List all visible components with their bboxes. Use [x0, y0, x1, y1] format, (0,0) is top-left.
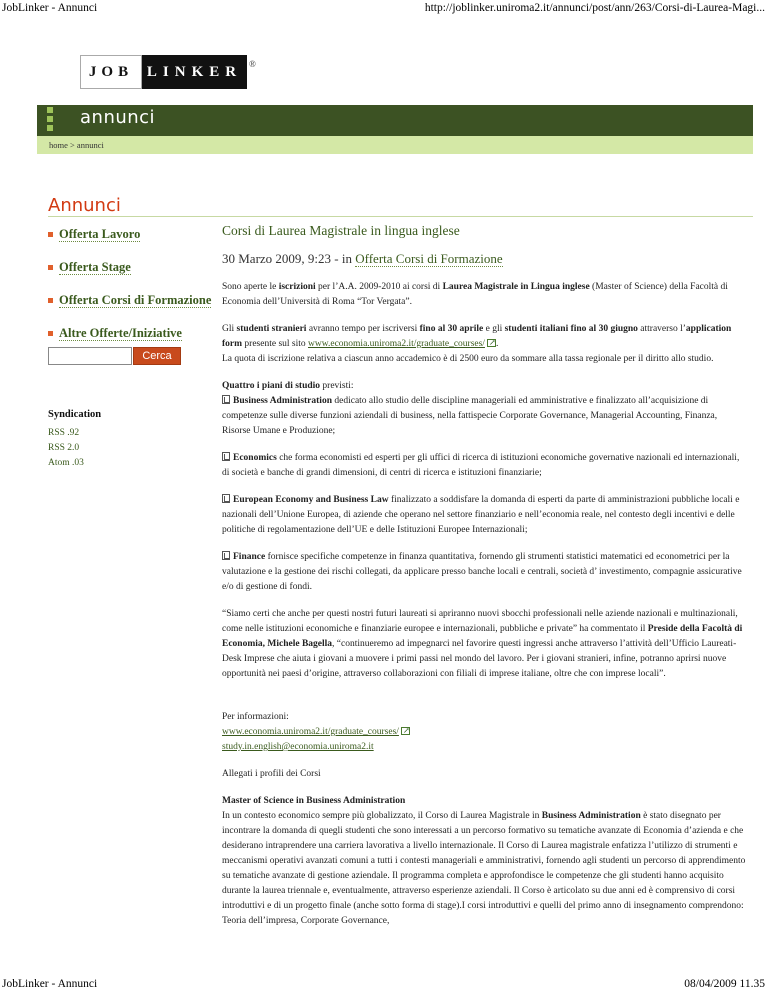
- banner-title: annunci: [80, 107, 156, 128]
- paragraph-plan-european: European Economy and Business Law finalizzato a soddisfare la domanda di esperti da parte di amministrazioni pubbliche locali e nazionali dell’Unione Europea, di aziende che operano nel settore finanziario e nell’economia reale, nel contesto degli incentivi e delle politiche di regolamentazione dell’UE e delle Istituzioni Europee Internazionali;: [222, 495, 740, 535]
- search-input[interactable]: [48, 347, 132, 365]
- paragraph-plans: Quattro i piani di studio previsti: Business Administration dedicato allo studio delle discipline manageriali ed amministrative e finalizzato all’acquisizione di competenze sulle diverse funzioni aziendali di business, nella fattispecie Corporate Governance, Managerial Accounting, Finanza, Risorse Umane e Produzione;: [222, 381, 718, 436]
- info-website-link[interactable]: www.economia.uniroma2.it/graduate_courses/: [222, 727, 399, 737]
- joblinker-logo[interactable]: [80, 55, 256, 89]
- info-email-link[interactable]: study.in.english@economia.uniroma2.it: [222, 742, 374, 752]
- section-banner: [37, 105, 753, 136]
- feed-atom03-link[interactable]: Atom .03: [48, 458, 84, 468]
- print-header: [0, 0, 768, 20]
- print-footer: [0, 972, 768, 994]
- print-header-url: http://joblinker.uniroma2.it/annunci/post/ann/263/Corsi-di-Laurea-Magi...: [424, 2, 765, 14]
- logo-registered-mark: ®: [249, 59, 256, 69]
- sidebar-item-offerta-corsi[interactable]: Offerta Corsi di Formazione: [48, 292, 228, 309]
- paragraph-deadlines: Gli studenti stranieri avranno tempo per iscriversi fino al 30 aprile e gli studenti italiani fino al 30 giugno attraverso l’application form presente sul sito www.economia.uniroma2.it/graduate_courses/↗ . La quota di iscrizione relativa a ciascun anno accademico è di 2500 euro da sommare alla tassa regionale per il diritto allo studio.: [222, 322, 747, 367]
- print-footer-datetime: 08/04/2009 11.35: [684, 978, 765, 990]
- post-category-link[interactable]: Offerta Corsi di Formazione: [355, 251, 503, 266]
- paragraph-intro: Sono aperte le iscrizioni per l’A.A. 2009-2010 ai corsi di Laurea Magistrale in Lingua inglese (Master of Science) della Facoltà di Economia dell’Università di Roma “Tor Vergata”.: [222, 282, 728, 307]
- print-header-title: JobLinker - Annunci: [2, 2, 98, 14]
- sidebar: [48, 226, 228, 358]
- feed-rss092-link[interactable]: RSS .92: [48, 428, 80, 438]
- breadcrumb[interactable]: home > annunci: [37, 136, 753, 154]
- broken-image-icon: [222, 494, 230, 503]
- external-link-icon: [487, 339, 496, 347]
- graduate-courses-link[interactable]: www.economia.uniroma2.it/graduate_courses/: [308, 339, 485, 349]
- print-footer-title: JobLinker - Annunci: [2, 978, 98, 990]
- paragraph-ms-business: Master of Science in Business Administration In un contesto economico sempre più globalizzato, il Corso di Laurea Magistrale in Business Administration è stato disegnato per incontrare la domanda di quegli studenti che sono interessati a un percorso formativo su tematiche avanzate di Economia d’azienda e che desiderano intraprendere una carriera lavorativa a livello internazionale. Il Corso di Laurea magistrale enfatizza l’utilizzo di strumenti e meccanismi operativi avanzati comuni a tutti i contesti manageriali e amministrativi, fornendo agli studenti un percorso di apprendimento su tematiche avanzate di gestione aziendale. Il programma completa e approfondisce le competenze che gli studenti hanno acquisito durante la laurea triennale e, eventualmente, attraverso esperienze aziendali. Il Corso è articolato su due anni ed è comprensivo di corsi introduttivi e di un progetto finale (anche sotto forma di stage).I corsi introduttivi e quelli del primo anno di insegnamento comprendono: Teoria dell’impresa, Corporate Governance,: [222, 796, 746, 926]
- paragraph-plan-economics: Economics che forma economisti ed esperti per gli uffici di ricerca di istituzioni economiche governative nazionali ed internazionali, di società e banche di grandi dimensioni, di centri di ricerca e istituzioni finanziarie;: [222, 453, 740, 478]
- banner-bars-icon: [47, 107, 55, 134]
- search-form: [48, 347, 216, 367]
- syndication-list: [48, 426, 84, 471]
- post-title[interactable]: Corsi di Laurea Magistrale in lingua inglese: [222, 223, 460, 238]
- sidebar-item-altre-offerte[interactable]: Altre Offerte/Iniziative: [48, 325, 228, 342]
- sidebar-item-offerta-lavoro[interactable]: Offerta Lavoro: [48, 226, 228, 243]
- logo-linker: LINKER: [142, 55, 247, 89]
- paragraph-info: Per informazioni: www.economia.uniroma2.it/graduate_courses/↗ study.in.english@economia.uniroma2.it: [222, 710, 747, 755]
- paragraph-quote: “Siamo certi che anche per questi nostri futuri laureati si apriranno nuovi sbocchi professionali nelle aziende nazionali e multinazionali, come nelle istituzioni economiche e finanziarie europee e internazionali, pubbliche e private” ha commentato il Preside della Facoltà di Economia, Michele Bagella, “continueremo ad impegnarci nel favorire questi ingressi anche attraverso l’attività dell’Ufficio Laureati-Desk Imprese che aiuta i giovani a muovere i primi passi nel mondo del lavoro. Per i giovani stranieri, infine, potranno aprirsi nuove opportunità nei paesi d’origine, attraverso collaborazioni con filiali di imprese italiane, oltre che con imprese locali”.: [222, 609, 743, 679]
- search-button[interactable]: Cerca: [133, 347, 181, 365]
- broken-image-icon: [222, 395, 230, 404]
- title-divider: [48, 216, 753, 217]
- external-link-icon: [401, 727, 410, 735]
- paragraph-plan-finance: Finance fornisce specifiche competenze in finanza quantitativa, fornendo gli strumenti statistici matematici ed econometrici per la valutazione e la gestione dei rischi collegati, da applicare presso banche locali e centrali, società d’ investimento, compagnie assicurative e/o di gestione di fondi.: [222, 552, 742, 592]
- feed-rss20-link[interactable]: RSS 2.0: [48, 443, 80, 453]
- broken-image-icon: [222, 452, 230, 461]
- syndication-title: Syndication: [48, 409, 102, 420]
- post-meta: [222, 250, 747, 268]
- broken-image-icon: [222, 551, 230, 560]
- logo-job: JOB: [80, 55, 142, 89]
- sidebar-item-offerta-stage[interactable]: Offerta Stage: [48, 259, 228, 276]
- post-date: 30 Marzo 2009, 9:23 - in: [222, 251, 356, 266]
- page-title: Annunci: [48, 195, 121, 216]
- paragraph-attachments: Allegati i profili dei Corsi: [222, 769, 321, 779]
- post-content: [222, 222, 747, 941]
